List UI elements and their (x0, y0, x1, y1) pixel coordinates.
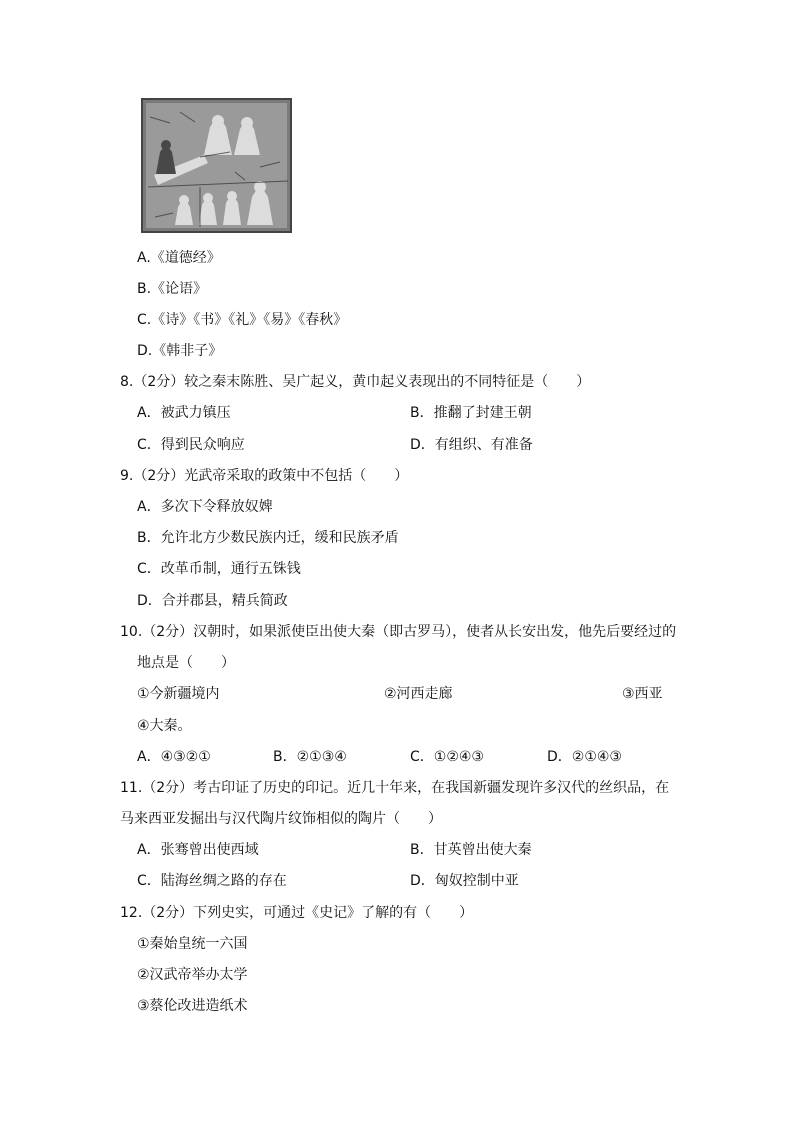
q10-option-a: A．④③②① (137, 749, 211, 765)
q9-option-b: B．允许北方少数民族内迁，缓和民族矛盾 (137, 530, 399, 546)
q12-stem: 12.（2分）下列史实，可通过《史记》了解的有（ ） (120, 905, 474, 921)
q12-item-1: ①秦始皇统一六国 (137, 936, 248, 952)
q9-stem: 9.（2分）光武帝采取的政策中不包括（ ） (120, 468, 409, 484)
q11-option-d: D．匈奴控制中亚 (410, 873, 519, 889)
q8-option-d: D．有组织、有准备 (410, 437, 533, 453)
q12-item-2: ②汉武帝举办太学 (137, 967, 248, 983)
q10-item-4: ④大秦。 (137, 718, 192, 734)
q7-option-b: B.《论语》 (137, 281, 208, 297)
q11-option-c: C．陆海丝绸之路的存在 (137, 873, 287, 889)
q8-option-c: C．得到民众响应 (137, 437, 245, 453)
q10-stem-line2: 地点是（ ） (137, 655, 235, 671)
q10-item-3: ③西亚 (622, 686, 663, 702)
q10-option-b: B．②①③④ (273, 749, 347, 765)
q10-item-1: ①今新疆境内 (137, 686, 220, 702)
q7-option-c: C.《诗》《书》《礼》《易》《春秋》 (137, 312, 348, 328)
q10-item-2: ②河西走廊 (384, 686, 453, 702)
q9-option-d: D．合并郡县，精兵简政 (137, 593, 288, 609)
q8-option-a: A．被武力镇压 (137, 405, 231, 421)
q7-option-a: A.《道德经》 (137, 250, 221, 266)
stone-relief-image (140, 97, 293, 234)
q7-option-d: D.《韩非子》 (137, 343, 223, 359)
q11-stem-line2: 马来西亚发掘出与汉代陶片纹饰相似的陶片（ ） (120, 811, 442, 827)
q9-option-c: C．改革币制，通行五铢钱 (137, 561, 301, 577)
q10-option-d: D．②①④③ (547, 749, 622, 765)
q12-item-3: ③蔡伦改进造纸术 (137, 998, 248, 1014)
q8-stem: 8.（2分）较之秦末陈胜、吴广起义，黄巾起义表现出的不同特征是（ ） (120, 374, 591, 390)
q11-option-a: A．张骞曾出使西域 (137, 842, 259, 858)
q10-stem-line1: 10.（2分）汉朝时，如果派使臣出使大秦（即古罗马），使者从长安出发，他先后要经过的 (120, 624, 677, 640)
q8-option-b: B．推翻了封建王朝 (410, 405, 532, 421)
q9-option-a: A．多次下令释放奴婢 (137, 499, 273, 515)
q11-option-b: B．甘英曾出使大秦 (410, 842, 532, 858)
q11-stem-line1: 11.（2分）考古印证了历史的印记。近几十年来，在我国新疆发现许多汉代的丝织品，在 (120, 780, 670, 796)
q10-option-c: C．①②④③ (410, 749, 484, 765)
